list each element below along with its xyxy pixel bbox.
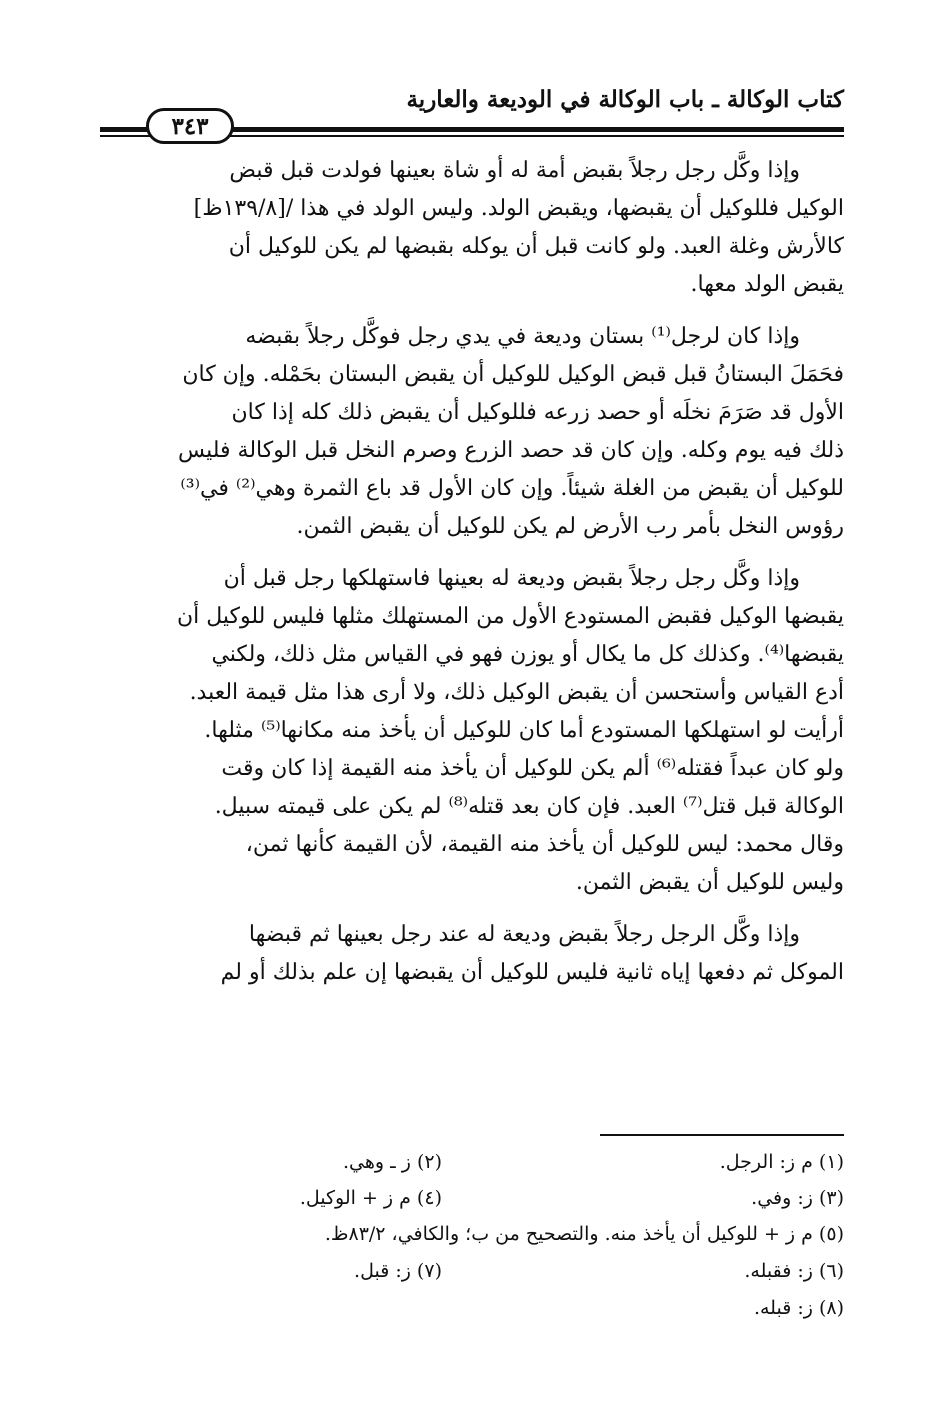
footnote-line-4: [100, 1256, 844, 1286]
footnote-1: (١) م ز: الرجل.: [719, 1151, 844, 1173]
paragraph-1: وإذا وكَّل رجل رجلاً بقبض أمة له أو شاة بعينها فولدت قبل قبض الوكيل فللوكيل أن يقبضها، ويقبض الولد. وليس الولد في هذا /[١٣٩/٨ظ] كالأرش وغلة العبد. ولو كانت قبل أن يوكله بقبضها لم يكن للوكيل أن يقبض الولد معها.: [193, 158, 844, 297]
footnote-6: (٦) ز: فقبله.: [744, 1260, 844, 1282]
page-number: ٣٤٣: [146, 108, 234, 144]
footnote-8: (٨) ز: قبله.: [753, 1297, 844, 1319]
footnote-line-2: [100, 1183, 844, 1213]
footnote-3: (٣) ز: وفي.: [751, 1187, 844, 1209]
running-title: كتاب الوكالة ـ باب الوكالة في الوديعة والعارية: [406, 86, 844, 113]
footnote-5: (٥) م ز + للوكيل أن يأخذ منه. والتصحيح من ب؛ والكافي، ٨٣/٢ظ.: [324, 1223, 844, 1245]
footnote-4: (٤) م ز + الوكيل.: [299, 1187, 442, 1209]
footnote-2: (٢) ز ـ وهي.: [343, 1151, 442, 1173]
footnote-7: (٧) ز: قبل.: [354, 1260, 442, 1282]
footnote-line-5: [100, 1293, 844, 1323]
paragraph-3: وإذا وكَّل رجل رجلاً بقبض وديعة له بعينها فاستهلكها رجل قبل أن يقبضها الوكيل فقبض المستودع الأول من المستهلك مثلها فليس للوكيل أن يقبضها⁽⁴⁾. وكذلك كل ما يكال أو يوزن فهو في القياس مثل ذلك، ولكني أدع القياس وأستحسن أن يقبض الوكيل ذلك، ولا أرى هذا مثل قيمة العبد. أرأيت لو استهلكها المستودع أما كان للوكيل أن يأخذ منه مكانها⁽⁵⁾ مثلها. ولو كان عبداً فقتله⁽⁶⁾ ألم يكن للوكيل أن يأخذ منه القيمة إذا كان وقت الوكالة قبل قتل⁽⁷⁾ العبد. فإن كان بعد قتله⁽⁸⁾ لم يكن على قيمته سبيل. وقال محمد: ليس للوكيل أن يأخذ منه القيمة، لأن القيمة كأنها ثمن، وليس للوكيل أن يقبض الثمن.: [176, 566, 844, 895]
footnote-separator: [600, 1134, 844, 1136]
body-text: [100, 152, 844, 1006]
footnote-line-1: [100, 1147, 844, 1177]
footnote-line-3: [100, 1219, 844, 1249]
paragraph-4: وإذا وكَّل الرجل رجلاً بقبض وديعة له عند رجل بعينها ثم قبضها الموكل ثم دفعها إياه ثانية فليس للوكيل أن يقبضها إن علم بذلك أو لم: [220, 922, 844, 985]
paragraph-2: وإذا كان لرجل⁽¹⁾ بستان وديعة في يدي رجل فوكَّل رجلاً بقبضه فحَمَلَ البستانُ قبل قبض الوكيل للوكيل أن يقبض البستان بحَمْله. وإن كان الأول قد صَرَمَ نخلَه أو حصد زرعه فللوكيل أن يقبض ذلك كله إذا كان ذلك فيه يوم وكله. وإن كان قد حصد الزرع وصرم النخل قبل الوكالة فليس للوكيل أن يقبض من الغلة شيئاً. وإن كان الأول قد باع الثمرة وهي⁽²⁾ في⁽³⁾ رؤوس النخل بأمر رب الأرض لم يكن للوكيل أن يقبض الثمن.: [178, 324, 844, 539]
